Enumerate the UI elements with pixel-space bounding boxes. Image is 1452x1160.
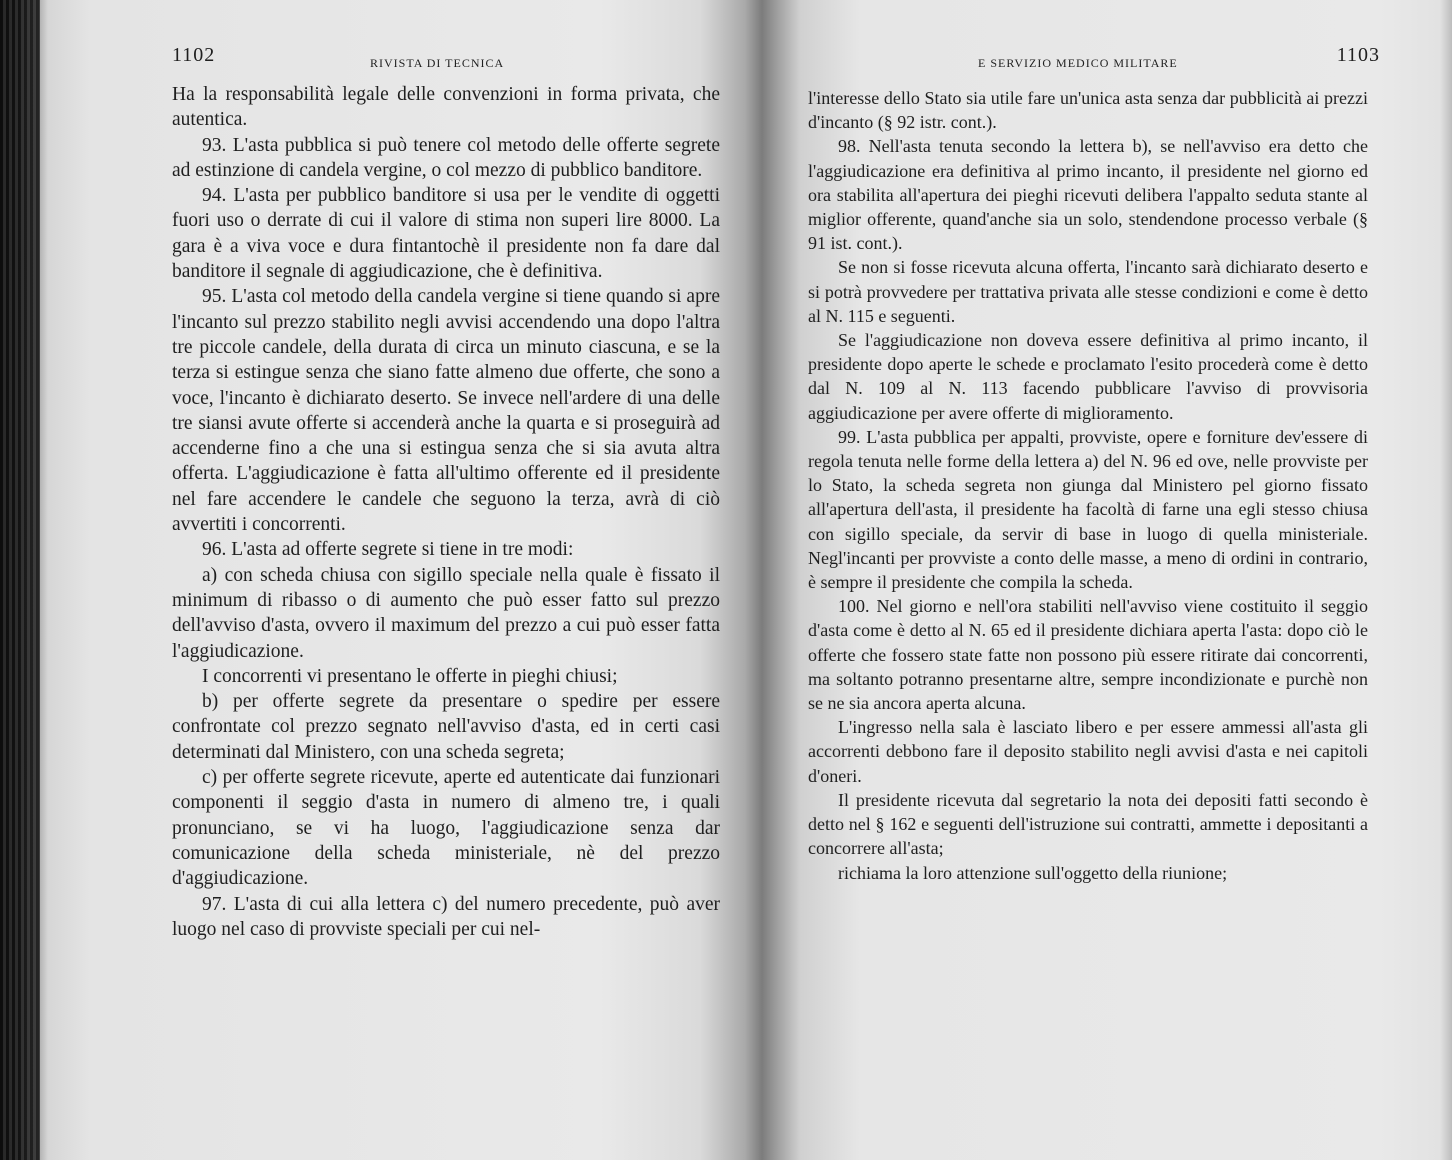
right-running-title: E SERVIZIO MEDICO MILITARE (978, 56, 1178, 70)
paragraph: L'ingresso nella sala è lasciato libero e per essere ammessi all'asta gli accorrenti debbono fare il deposito stabilito negli avvisi d'asta e nei capitoli d'oneri. (808, 717, 1368, 786)
paragraph: 96. L'asta ad offerte segrete si tiene in tre modi: (202, 539, 574, 561)
paragraph: 95. L'asta col metodo della candela vergine si tiene quando si apre l'incanto sul prezzo stabilito negli avvisi accendendo una dopo l'altra tre piccole candele, della durata di circa un minuto ciascuna, e se la terza si estingue senza che siano fatte almeno due offerte, che sono a voce, l'incanto è dichiarato deserto. Se invece nell'ardere di una delle tre siansi avute offerte si accenderà anche la quarta e si proseguirà ad accenderne fino a che una si estingua senza che si sia avuta altra offerta. L'aggiudicazione è fatta all'ultimo offerente ed il presidente nel fare accendere le candele che seguono la terza, avrà di ciò avvertiti i concorrenti. (172, 286, 720, 536)
right-page (808, 0, 1380, 1160)
paragraph: 93. L'asta pubblica si può tenere col metodo delle offerte segrete ad estinzione di candela vergine, o col mezzo di pubblico banditore. (172, 134, 720, 181)
paragraph: richiama la loro attenzione sull'oggetto della riunione; (838, 862, 1228, 883)
left-page-number: 1102 (172, 44, 216, 66)
right-page-number: 1103 (1336, 44, 1380, 66)
left-page-body (172, 82, 720, 942)
right-page-header (808, 44, 1380, 72)
left-running-title: RIVISTA DI TECNICA (370, 56, 505, 70)
paragraph: Ha la responsabilità legale delle convenzioni in forma privata, che autentica. (172, 84, 720, 131)
paragraph: l'interesse dello Stato sia utile fare un'unica asta senza dar pubblicità ai prezzi d'incanto (§ 92 istr. cont.). (808, 88, 1368, 133)
paragraph: 98. Nell'asta tenuta secondo la lettera b), se nell'avviso era detto che l'aggiudicazione era definitiva al primo incanto, il presidente nel giorno ed ora stabilita all'apertura dei pieghi ricevuti delibera l'appalto seduta stante al miglior offerente, quand'anche sia un solo, stendendone processo verbale (§ 91 ist. cont.). (808, 136, 1368, 254)
paragraph: b) per offerte segrete da presentare o spedire per essere confrontate col prezzo segnato nell'avviso d'asta, ed in certi casi determinati dal Ministero, con una scheda segreta; (172, 691, 720, 763)
right-page-body (808, 86, 1368, 885)
paragraph: I concorrenti vi presentano le offerte in pieghi chiusi; (202, 665, 618, 687)
paragraph: c) per offerte segrete ricevute, aperte ed autenticate dai funzionari componenti il seggio d'asta in numero di almeno tre, i quali pronunciano, se vi ha luogo, l'aggiudicazione senza dar comunicazione della scheda ministeriale, nè del prezzo d'aggiudicazione. (172, 767, 720, 890)
paragraph: 94. L'asta per pubblico banditore si usa per le vendite di oggetti fuori uso o derrate di cui il valore di stima non superi lire 8000. La gara è a viva voce e dura fintantochè il presidente non fa dare dal banditore il segnale di aggiudicazione, che è definitiva. (172, 185, 720, 283)
paragraph: 97. L'asta di cui alla lettera c) del numero precedente, può aver luogo nel caso di provviste speciali per cui nel- (172, 893, 720, 940)
paragraph: Il presidente ricevuta dal segretario la nota dei depositi fatti secondo è detto nel § 162 e seguenti dell'istruzione sui contratti, ammette i depositanti a concorrere all'asta; (808, 789, 1368, 859)
paragraph: Se non si fosse ricevuta alcuna offerta, l'incanto sarà dichiarato deserto e si potrà provvedere per trattativa privata alle stesse condizioni e come è detto al N. 115 e seguenti. (808, 257, 1368, 326)
paragraph: 99. L'asta pubblica per appalti, provviste, opere e forniture dev'essere di regola tenuta nelle forme della lettera a) del N. 96 ed ove, nelle provviste per lo Stato, la scheda segreta non giunga dal Ministero pel giorno fissato all'apertura dell'asta, il presidente ha facoltà di farne una egli stesso chiusa con sigillo speciale, da servir di base in luogo di quella ministeriale. Negl'incanti per provviste a conto delle masse, a meno di ordini in contrario, è sempre il presidente che compila la scheda. (808, 426, 1368, 593)
left-page (60, 0, 720, 1160)
paragraph: Se l'aggiudicazione non doveva essere definitiva al primo incanto, il presidente dopo aperte le schede e proclamato l'esito procederà come è detto dal N. 109 al N. 113 facendo pubblicare l'avviso di provvisoria aggiudicazione per avere offerte di miglioramento. (808, 330, 1368, 423)
paragraph: a) con scheda chiusa con sigillo speciale nella quale è fissato il minimum di ribasso o di aumento che può esser fatto sul prezzo dell'avviso d'asta, ovvero il maximum del prezzo a cui può esser fatta l'aggiudicazione. (172, 564, 720, 662)
paragraph: 100. Nel giorno e nell'ora stabiliti nell'avviso viene costituito il seggio d'asta come è detto al N. 65 ed il presidente dichiara aperta l'asta: dopo ciò le offerte che fossero state fatte non possono più essere ritirate dai concorrenti, ma soltanto potranno presentarne altre, sempre incondizionate e purchè non se ne sia ancora aperta alcuna. (808, 596, 1368, 714)
binding-shadow (0, 0, 40, 1160)
left-page-header (60, 44, 720, 72)
